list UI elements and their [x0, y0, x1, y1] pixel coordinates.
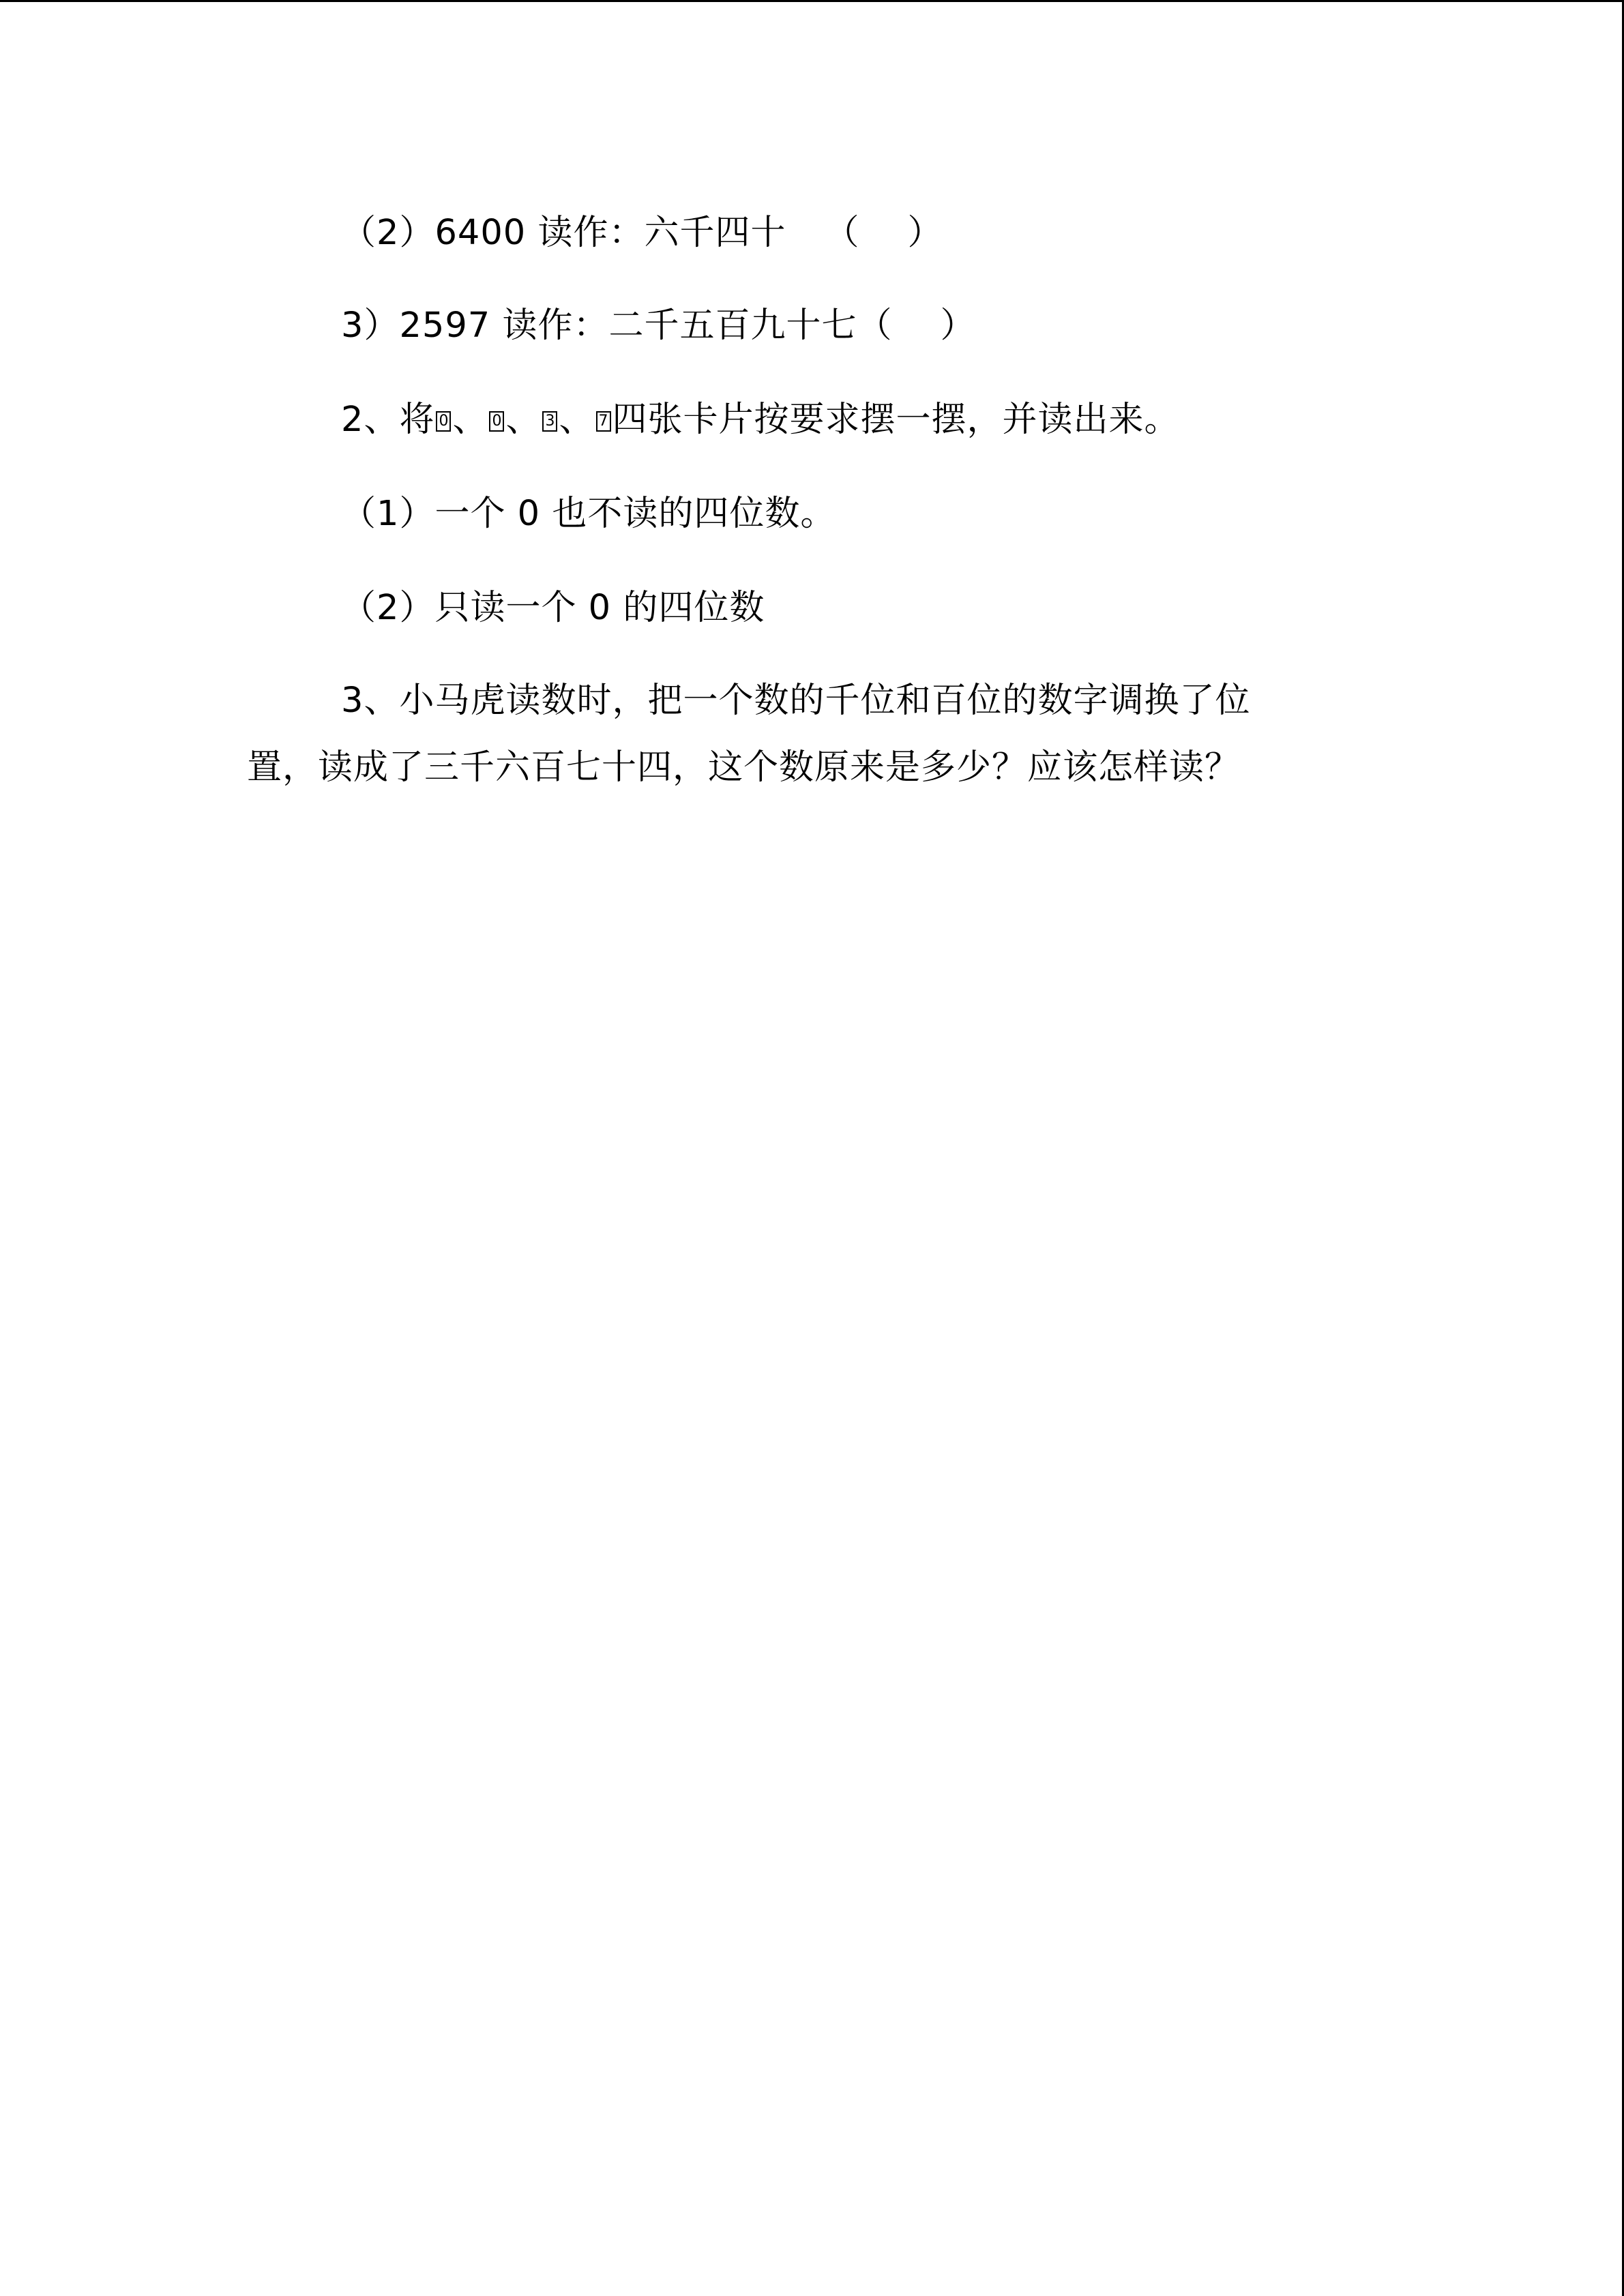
question-2-rest: 四张卡片按要求摆一摆，并读出来。 — [612, 400, 1180, 440]
question-1-2 — [341, 209, 943, 257]
separator: 、 — [505, 400, 542, 440]
separator: 、 — [559, 400, 595, 440]
question-1-3-text: 3）2597 读作：二千五百九十七（ — [341, 305, 893, 346]
question-1-3 — [341, 302, 975, 350]
question-3-line-1: 3、小马虎读数时，把一个数的千位和百位的数字调换了位 — [341, 681, 1251, 721]
question-2-sub-2: （2）只读一个 0 的四位数 — [341, 588, 765, 628]
number-card: 7 — [596, 411, 611, 432]
number-card: 0 — [436, 411, 451, 432]
answer-bracket-open: （ — [824, 213, 860, 253]
separator: 、 — [452, 400, 488, 440]
question-2-intro: 2、将 — [341, 400, 435, 440]
number-card: 3 — [542, 411, 557, 432]
question-1-2-text: （2）6400 读作：六千四十 — [341, 213, 786, 253]
number-card: 0 — [489, 411, 504, 432]
answer-bracket-close: ） — [940, 305, 976, 346]
question-2 — [341, 396, 1180, 444]
answer-bracket-close: ） — [907, 213, 943, 253]
question-2-sub-1: （1）一个 0 也不读的四位数。 — [341, 494, 836, 534]
question-3-line-2: 置，读成了三千六百七十四，这个数原来是多少？应该怎样读？ — [247, 747, 1241, 788]
